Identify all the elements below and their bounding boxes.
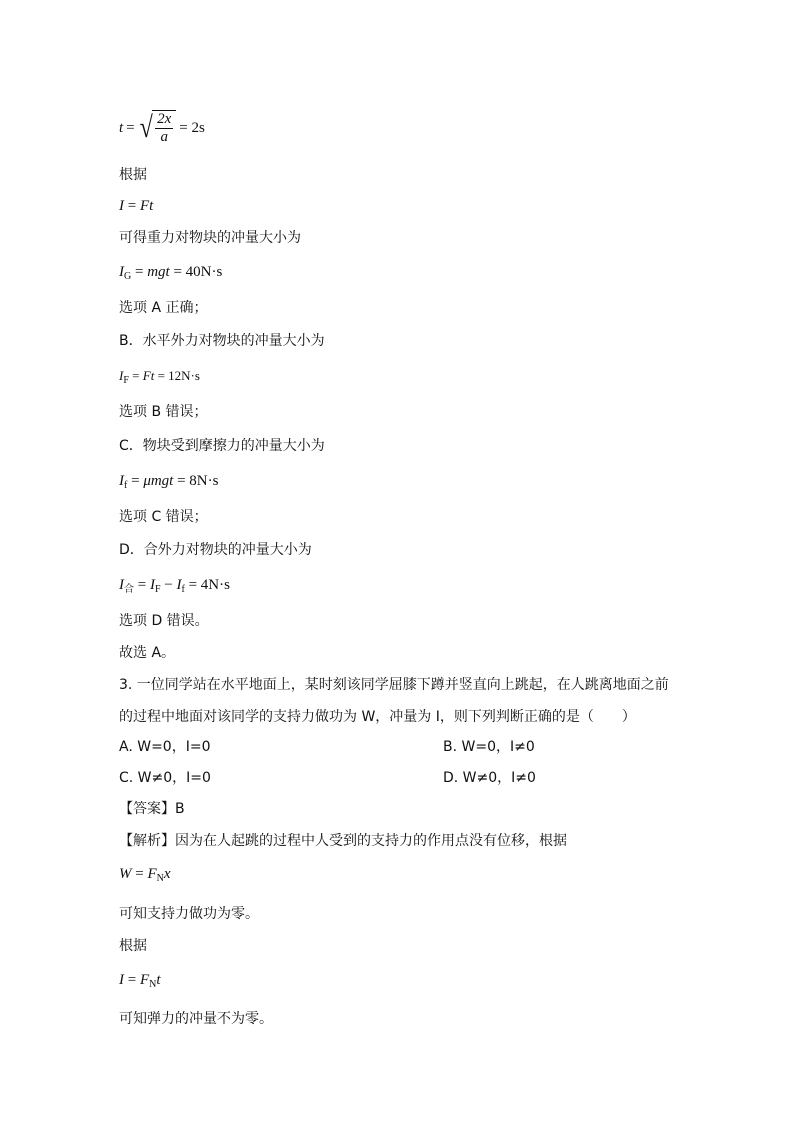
question-3-line2: 的过程中地面对该同学的支持力做功为 W，冲量为 I，则下列判断正确的是（ ）	[119, 709, 636, 725]
fraction	[152, 110, 176, 146]
text-line: 根据	[119, 167, 147, 183]
text-line: 故选 A。	[119, 645, 176, 661]
text-line: 可得重力对物块的冲量大小为	[119, 230, 301, 246]
text-line: 可知支持力做功为零。	[119, 906, 259, 922]
question-3-line1: 3. 一位同学站在水平地面上，某时刻该同学屈膝下蹲并竖直向上跳起，在人跳离地面之前	[119, 677, 669, 693]
fraction-numerator: 2x	[157, 111, 172, 127]
formula-gravity-impulse: $I_G$ = mgt = 40N·s	[119, 264, 223, 282]
formula-time: t = √ $\frac{2x}{a}$ = 2s	[119, 111, 205, 145]
formula-friction-impulse: $I_f = \mu mgt = 8N\cdot s$	[119, 473, 219, 491]
formula-force-impulse: $I_F = Ft = 12N\cdot s$	[119, 368, 200, 386]
formula-normal-impulse: $I = F_Nt$	[119, 972, 161, 990]
sqrt-symbol: √ $\frac{2x}{a}$	[138, 110, 177, 146]
text-line: 可知弹力的冲量不为零。	[119, 1011, 273, 1027]
option-d: D. W≠0，I≠0	[443, 770, 536, 786]
formula-net-impulse: $I_合 = I_F - I_f = 4N\cdot s$	[119, 577, 230, 595]
option-c: C. W≠0，I=0	[119, 770, 211, 786]
text-line: D．合外力对物块的冲量大小为	[119, 542, 312, 558]
text-line: C．物块受到摩擦力的冲量大小为	[119, 438, 325, 454]
option-b: B. W=0，I≠0	[443, 739, 535, 755]
text-line: 选项 A 正确；	[119, 300, 208, 316]
fraction-denominator: a	[160, 129, 168, 145]
text-line: 根据	[119, 938, 147, 954]
formula-work: $W = F_Nx$	[119, 866, 171, 884]
text-line: 选项 C 错误；	[119, 509, 208, 525]
option-a: A. W=0，I=0	[119, 739, 211, 755]
formula-impulse: I = Ft	[119, 198, 154, 214]
answer-line: 【答案】B	[119, 801, 185, 817]
text-line: B．水平外力对物块的冲量大小为	[119, 333, 325, 349]
text-line: 选项 B 错误；	[119, 404, 208, 420]
text-line: 选项 D 错误。	[119, 613, 209, 629]
analysis-line: 【解析】因为在人起跳的过程中人受到的支持力的作用点没有位移，根据	[119, 833, 567, 849]
